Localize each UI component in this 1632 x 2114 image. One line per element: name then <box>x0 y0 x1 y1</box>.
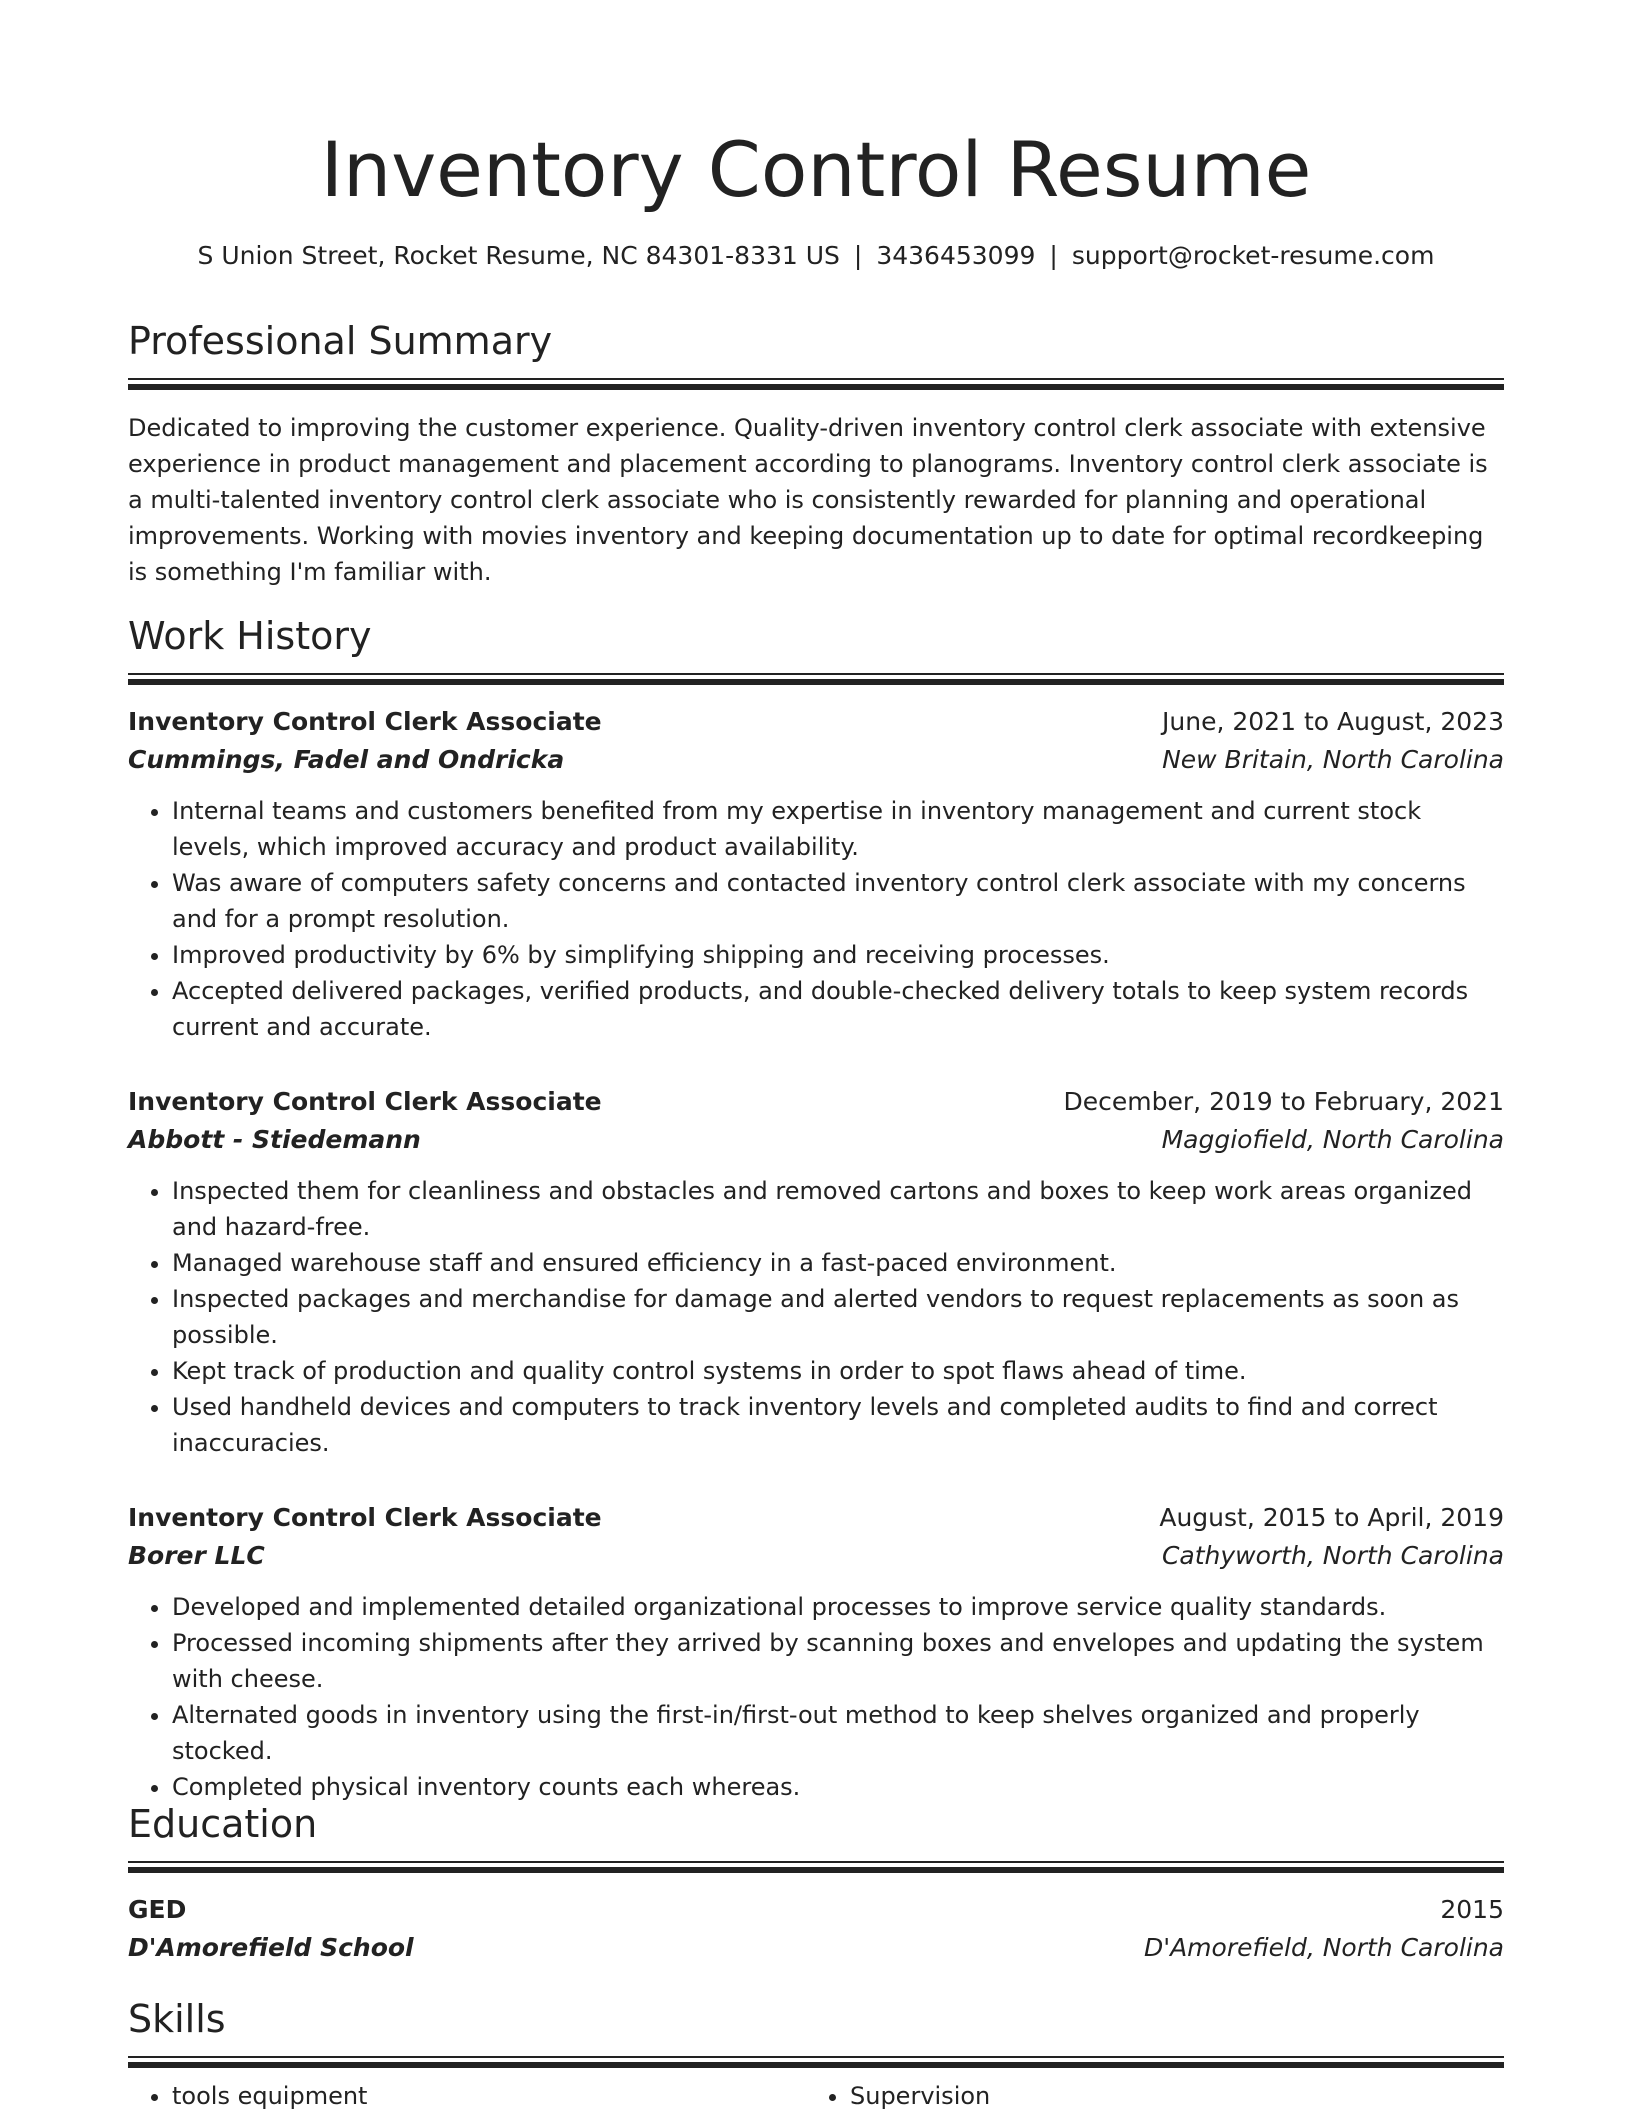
education-header-row <box>128 1891 1504 1929</box>
section-professional-summary <box>128 316 1504 590</box>
job-entry <box>128 1499 1504 1805</box>
section-divider <box>128 378 1504 390</box>
job-bullets <box>128 1589 1504 1805</box>
education-entry <box>128 1891 1504 1967</box>
list-item: • Processed incoming shipments after they arrived by scanning boxes and envelopes and updating the system with cheese. <box>172 1625 1504 1697</box>
section-heading: Skills <box>128 1997 226 2041</box>
job-title: Inventory Control Clerk Associate <box>128 1087 602 1116</box>
job-bullets <box>128 793 1504 1045</box>
resume-title: Inventory Control Resume <box>320 125 1312 214</box>
contact-separator: | <box>1049 241 1058 270</box>
education-location: D'Amorefield, North Carolina <box>1143 1933 1504 1962</box>
job-subheader-row <box>128 741 1504 779</box>
job-location: Maggiofield, North Carolina <box>1161 1125 1504 1154</box>
list-item: • Inspected packages and merchandise for damage and alerted vendors to request replacements as soon as possible. <box>172 1281 1504 1353</box>
list-item: • Accepted delivered packages, verified products, and double-checked delivery totals to keep system records current and accurate. <box>172 973 1504 1045</box>
job-subheader-row <box>128 1121 1504 1159</box>
job-header-row <box>128 1499 1504 1537</box>
section-heading: Work History <box>128 614 372 658</box>
list-item: • Internal teams and customers benefited from my expertise in inventory management and current stock levels, which improved accuracy and product availability. <box>172 793 1504 865</box>
section-divider <box>128 673 1504 685</box>
contact-address: S Union Street, Rocket Resume, NC 84301-8331 US <box>197 241 840 270</box>
list-item: • Kept track of production and quality control systems in order to spot flaws ahead of time. <box>172 1353 1504 1389</box>
job-title: Inventory Control Clerk Associate <box>128 707 602 736</box>
contact-phone: 3436453099 <box>876 241 1036 270</box>
contact-line <box>128 238 1504 274</box>
list-item: • Improved productivity by 6% by simplifying shipping and receiving processes. <box>172 937 1504 973</box>
list-item: • Completed physical inventory counts each whereas. <box>172 1769 1504 1805</box>
job-title: Inventory Control Clerk Associate <box>128 1503 602 1532</box>
skills-grid <box>128 2078 1504 2114</box>
list-item: • Developed and implemented detailed organizational processes to improve service quality standards. <box>172 1589 1504 1625</box>
job-entry <box>128 1083 1504 1461</box>
education-degree: GED <box>128 1895 187 1924</box>
contact-email: support@rocket-resume.com <box>1071 241 1435 270</box>
job-dates: August, 2015 to April, 2019 <box>1159 1503 1504 1532</box>
list-item: • tools equipment <box>172 2078 806 2114</box>
job-location: Cathyworth, North Carolina <box>1161 1541 1504 1570</box>
job-header-row <box>128 703 1504 741</box>
skills-column-right <box>806 2078 1484 2114</box>
job-bullets <box>128 1173 1504 1461</box>
list-item: • Supervision <box>850 2078 1484 2114</box>
section-education <box>128 1799 1504 1967</box>
education-subheader-row <box>128 1929 1504 1967</box>
section-work-history <box>128 611 1504 685</box>
list-item: • Used handheld devices and computers to track inventory levels and completed audits to find and correct inaccuracies. <box>172 1389 1504 1461</box>
contact-separator: | <box>853 241 863 270</box>
job-dates: June, 2021 to August, 2023 <box>1162 707 1504 736</box>
job-company: Abbott - Stiedemann <box>128 1125 421 1154</box>
education-year: 2015 <box>1440 1895 1504 1924</box>
job-company: Borer LLC <box>128 1541 265 1570</box>
job-dates: December, 2019 to February, 2021 <box>1063 1087 1504 1116</box>
summary-text: Dedicated to improving the customer experience. Quality-driven inventory control clerk associate with extensive experience in product management and placement according to planograms. Inventory control clerk associate is a multi-talented inventory control clerk associate who is consistently rewarded for planning and operational improvements. Working with movies inventory and keeping documentation up to date for optimal recordkeeping is something I'm familiar with. <box>128 414 1488 586</box>
job-subheader-row <box>128 1537 1504 1575</box>
list-item: • Inspected them for cleanliness and obstacles and removed cartons and boxes to keep work areas organized and hazard-free. <box>172 1173 1504 1245</box>
skills-column-left <box>128 2078 806 2114</box>
job-company: Cummings, Fadel and Ondricka <box>128 745 565 774</box>
list-item: • Alternated goods in inventory using the first-in/first-out method to keep shelves organized and properly stocked. <box>172 1697 1504 1769</box>
list-item: • Managed warehouse staff and ensured efficiency in a fast-paced environment. <box>172 1245 1504 1281</box>
education-school: D'Amorefield School <box>128 1933 414 1962</box>
job-entry <box>128 703 1504 1045</box>
section-divider <box>128 1861 1504 1873</box>
section-skills <box>128 1994 1504 2114</box>
job-location: New Britain, North Carolina <box>1162 745 1504 774</box>
list-item: • Was aware of computers safety concerns and contacted inventory control clerk associate with my concerns and for a prompt resolution. <box>172 865 1504 937</box>
section-divider <box>128 2056 1504 2068</box>
section-heading: Education <box>128 1802 318 1846</box>
job-header-row <box>128 1083 1504 1121</box>
section-heading: Professional Summary <box>128 319 553 363</box>
